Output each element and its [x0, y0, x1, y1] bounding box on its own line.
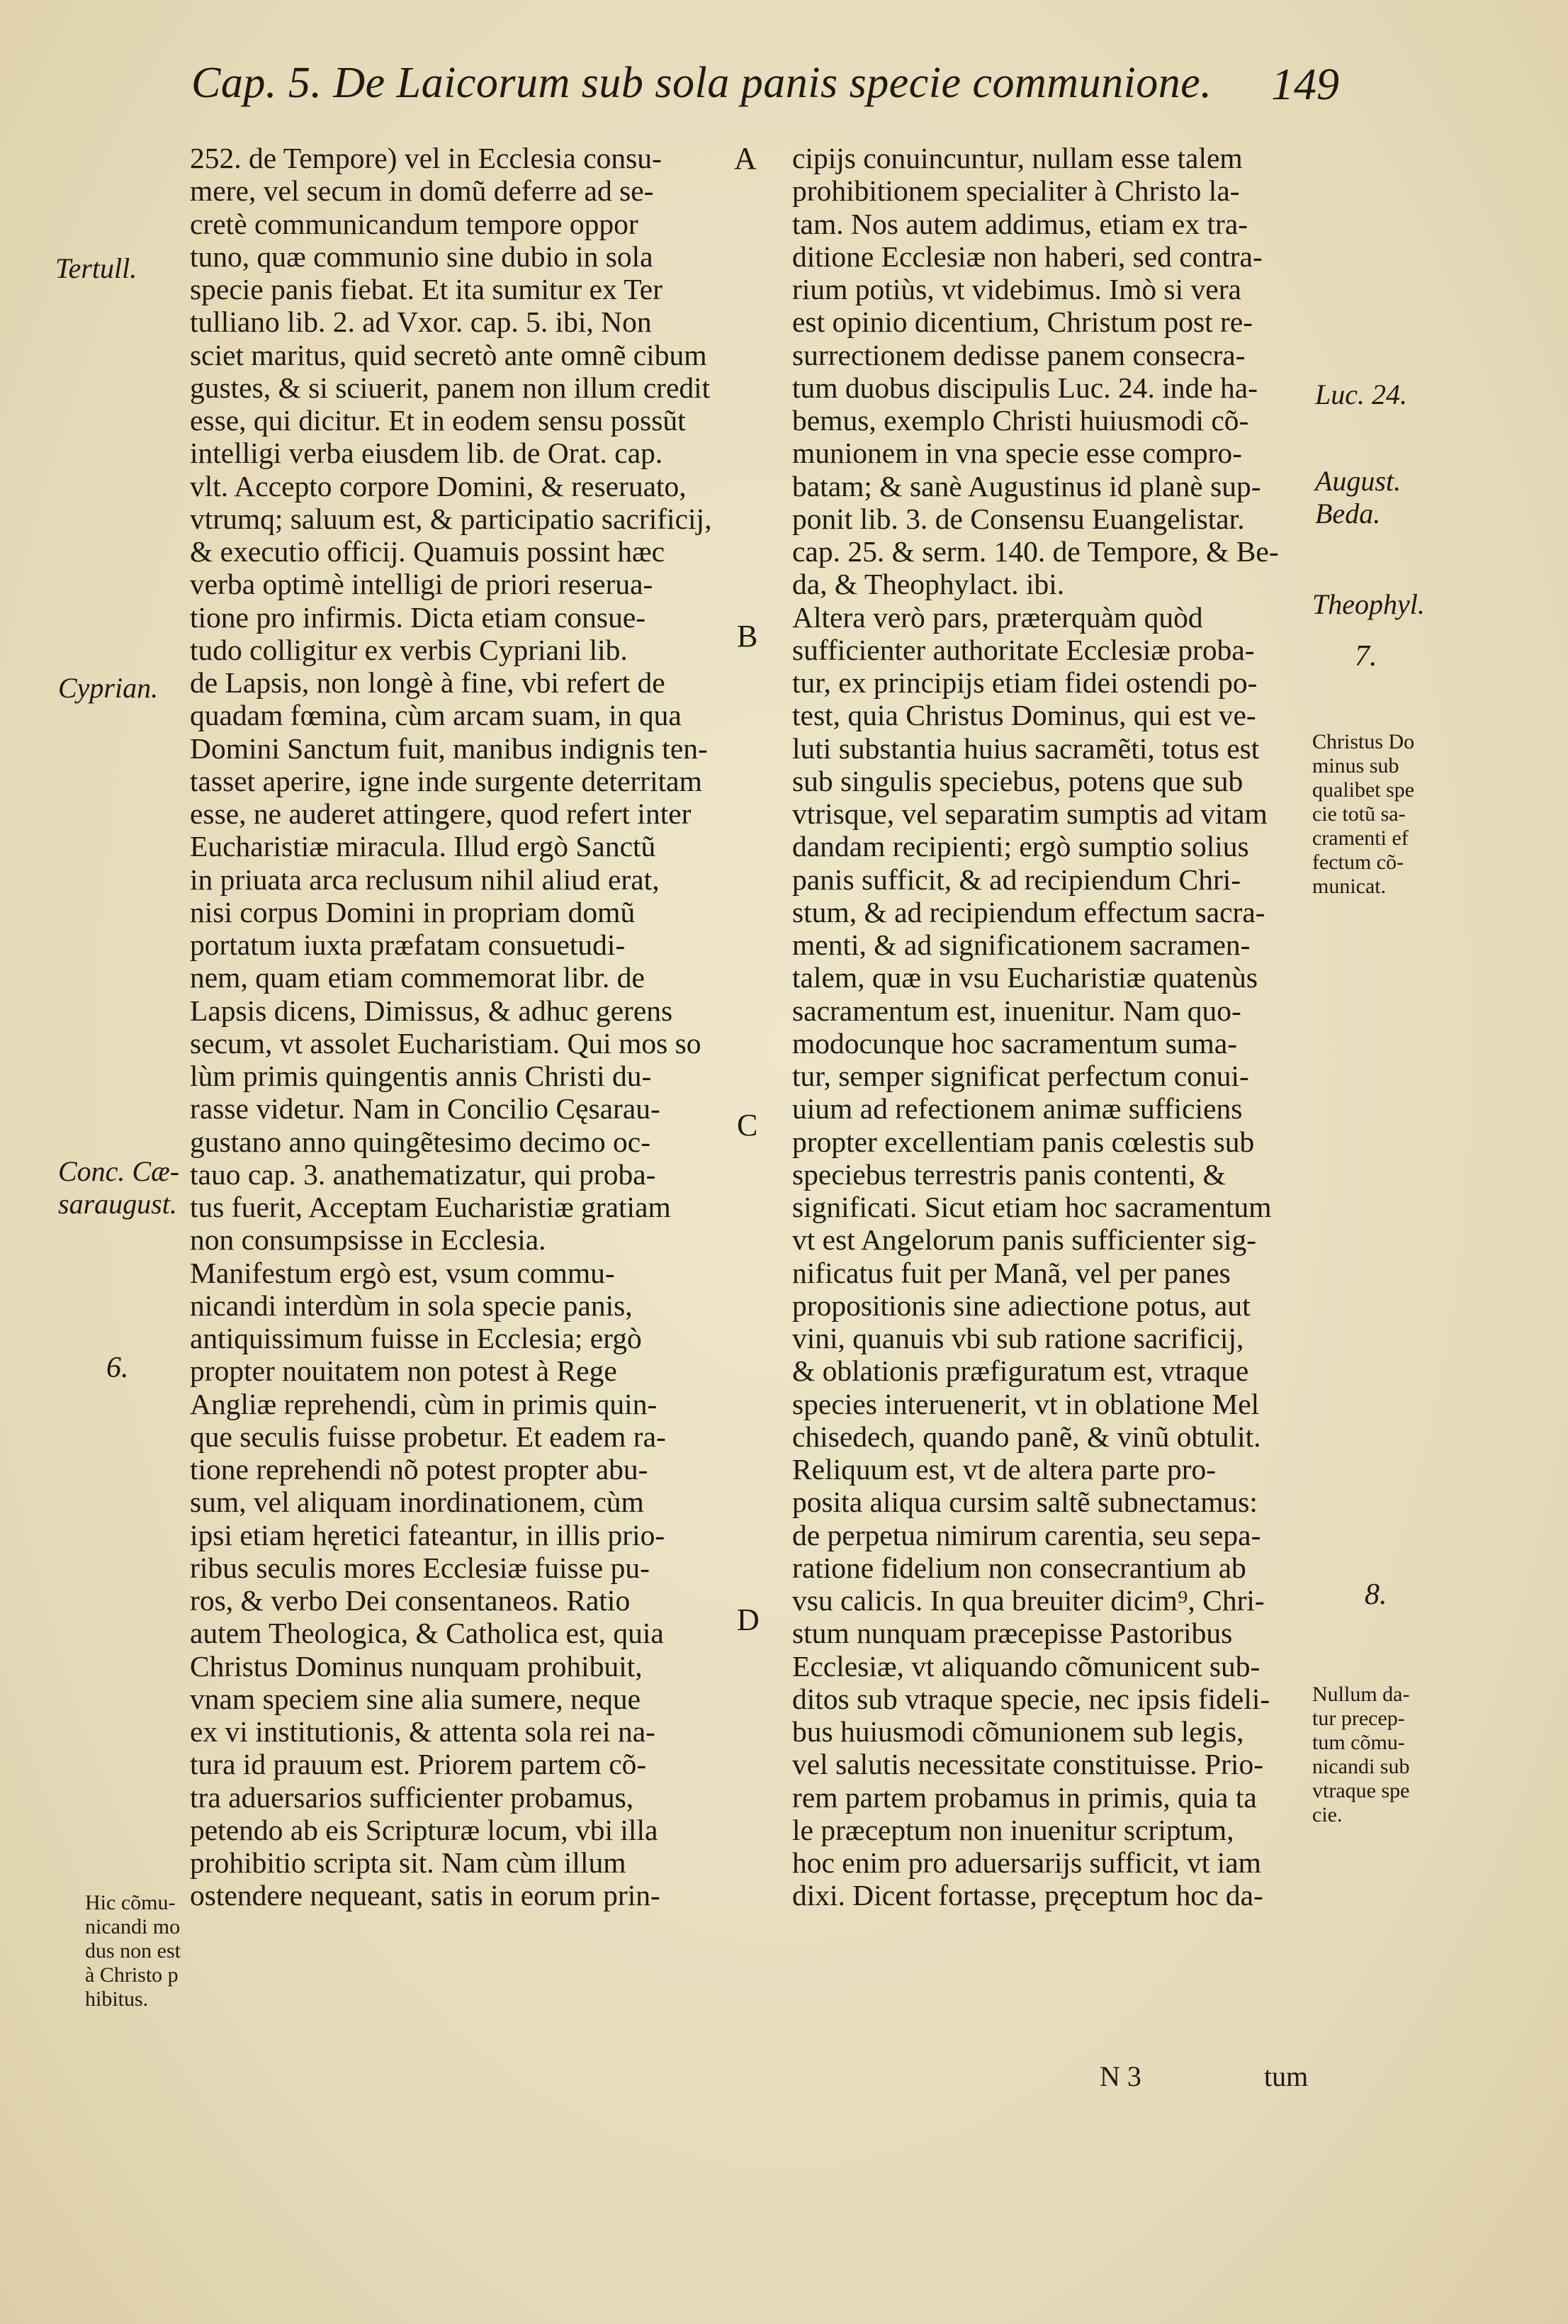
margin-ref-council: Conc. Cæ- saraugust.: [58, 1155, 180, 1220]
right-column-line: Ecclesiæ, vt aliquando cõmunicent sub-: [792, 1649, 1260, 1683]
left-column-line: portatum iuxta præfatam consuetudi-: [190, 928, 626, 961]
right-column-line: bemus, exemplo Christi huiusmodi cõ-: [792, 404, 1249, 437]
right-column-line: de perpetua nimirum carentia, seu sepa-: [792, 1518, 1261, 1551]
left-column-line: specie panis fiebat. Et ita sumitur ex Ter: [190, 273, 663, 305]
left-column-line: gustes, & si sciuerit, panem non illum credit: [190, 371, 711, 404]
right-column-line: vtrisque, vel separatim sumptis ad vitam: [792, 797, 1268, 830]
left-column-line: vtrumq; saluum est, & participatio sacrificij,: [190, 502, 712, 535]
right-column-line: test, quia Christus Dominus, qui est ve-: [792, 699, 1256, 732]
right-column-line: rem partem probamus in primis, quia ta: [792, 1780, 1257, 1814]
section-number-6: 6.: [106, 1352, 129, 1384]
right-column-line: hoc enim pro aduersarijs sufficit, vt iam: [792, 1846, 1261, 1879]
catchword: tum: [1264, 2060, 1309, 2092]
left-text-column: [190, 142, 723, 1912]
margin-ref-augustine: August.: [1315, 465, 1401, 497]
right-column-line: speciebus terrestris panis contenti, &: [792, 1157, 1226, 1191]
left-column-line: lùm primis quingentis annis Christi du-: [190, 1060, 652, 1092]
right-column-line: propositionis sine adiectione potus, aut: [792, 1289, 1251, 1322]
left-column-line: sciet maritus, quid secretò ante omnẽ cibum: [190, 338, 707, 371]
left-column-line: & executio officij. Quamuis possint hæc: [190, 535, 665, 568]
left-column-line: nicandi interdùm in sola specie panis,: [190, 1289, 633, 1322]
left-column-line: Angliæ reprehendi, cùm in primis quin-: [190, 1387, 658, 1420]
left-column-line: in priuata arca reclusum nihil aliud erat,: [190, 863, 660, 896]
right-column-line: species interuenerit, vt in oblatione Mel: [792, 1387, 1260, 1420]
section-number-8: 8.: [1365, 1578, 1387, 1611]
right-column-line: le præceptum non inuenitur scriptum,: [792, 1813, 1234, 1846]
right-column-line: rium potiùs, vt videbimus. Imò si vera: [792, 273, 1241, 305]
left-column-line: nem, quam etiam commemorat libr. de: [190, 961, 645, 994]
right-column-line: menti, & ad significationem sacramen-: [792, 928, 1251, 961]
left-column-line: verba optimè intelligi de priori reserua-: [190, 568, 653, 601]
running-title: Cap. 5. De Laicorum sub sola panis specie communione.: [191, 59, 1212, 107]
right-column-line: surrectionem dedisse panem consecra-: [792, 338, 1246, 371]
right-column-line: est opinio dicentium, Christum post re-: [792, 305, 1253, 339]
right-column-line: ditos sub vtraque specie, nec ipsis fideli-: [792, 1682, 1270, 1715]
right-column-line: panis sufficit, & ad recipiendum Chri-: [792, 863, 1241, 896]
left-column-line: tione reprehendi nõ potest propter abu-: [190, 1453, 648, 1486]
right-column-line: modocunque hoc sacramentum suma-: [792, 1026, 1238, 1060]
left-column-line: vlt. Accepto corpore Domini, & reseruato,: [190, 469, 687, 503]
left-column-line: sum, vel aliquam inordinationem, cùm: [190, 1486, 644, 1519]
right-column-line: prohibitionem specialiter à Christo la-: [792, 174, 1240, 208]
left-column-line: tudo colligitur ex verbis Cypriani lib.: [190, 633, 628, 666]
right-text-column: [792, 142, 1318, 1912]
section-letter-d: D: [737, 1602, 760, 1637]
right-column-line: posita aliqua cursim saltẽ subnectamus:: [792, 1486, 1258, 1519]
signature-mark: N 3: [1100, 2060, 1141, 2092]
left-column-line: vnam speciem sine alia sumere, neque: [190, 1682, 641, 1715]
left-column-line: antiquissimum fuisse in Ecclesia; ergò: [190, 1322, 642, 1354]
left-column-line: non consumpsisse in Ecclesia.: [190, 1223, 546, 1257]
left-column-line: gustano anno quingẽtesimo decimo oc-: [190, 1125, 651, 1158]
right-column-line: Reliquum est, vt de altera parte pro-: [792, 1453, 1217, 1486]
section-letter-b: B: [737, 619, 758, 653]
margin-note-right-8: Nullum da- tur precep- tum cõmu- nicandi sub vtraque spe cie.: [1312, 1683, 1410, 1826]
right-column-line: vini, quanuis vbi sub ratione sacrificij,: [792, 1322, 1244, 1354]
left-column-line: Lapsis dicens, Dimissus, & adhuc gerens: [190, 994, 673, 1027]
left-column-line: tasset aperire, igne inde surgente deterritam: [190, 764, 702, 797]
left-column-line: cretè communicandum tempore oppor: [190, 207, 638, 240]
left-column-line: intelligi verba eiusdem lib. de Orat. cap.: [190, 437, 663, 470]
left-column-line: Christus Dominus nunquam prohibuit,: [190, 1649, 643, 1683]
left-column-line: tura id prauum est. Priorem partem cõ-: [190, 1748, 647, 1781]
right-column-line: ratione fidelium non consecrantium ab: [792, 1551, 1246, 1584]
margin-note-left: Hic cõmu- nicandi mo dus non est à Christo p hibitus.: [85, 1891, 181, 2011]
left-column-line: ipsi etiam hęretici fateantur, in illis prio-: [190, 1518, 665, 1551]
right-column-line: da, & Theophylact. ibi.: [792, 568, 1065, 601]
right-column-line: stum nunquam præcepisse Pastoribus: [792, 1617, 1233, 1650]
right-column-line: propter excellentiam panis cœlestis sub: [792, 1125, 1255, 1158]
right-column-line: & oblationis præfiguratum est, vtraque: [792, 1354, 1249, 1388]
left-column-line: Domini Sanctum fuit, manibus indignis ten-: [190, 731, 708, 765]
left-column-line: esse, qui dicitur. Et in eodem sensu possũt: [190, 404, 686, 437]
right-column-line: talem, quæ in vsu Eucharistiæ quatenùs: [792, 961, 1258, 994]
section-number-7: 7.: [1355, 640, 1377, 673]
left-column-line: quadam fœmina, cùm arcam suam, in qua: [190, 699, 682, 732]
right-column-line: sub singulis speciebus, potens que sub: [792, 764, 1243, 797]
right-column-line: vsu calicis. In qua breuiter dicim⁹, Chri-: [792, 1584, 1265, 1617]
left-column-line: tuno, quæ communio sine dubio in sola: [190, 240, 653, 273]
right-column-line: bus huiusmodi cõmunionem sub legis,: [792, 1715, 1244, 1748]
left-column-line: mere, vel secum in domũ deferre ad se-: [190, 174, 654, 208]
left-column-line: 252. de Tempore) vel in Ecclesia consu-: [190, 142, 662, 174]
right-column-line: nificatus fuit per Manã, vel per panes: [792, 1256, 1231, 1289]
margin-ref-bede: Beda.: [1315, 498, 1381, 529]
left-column-line: petendo ab eis Scripturæ locum, vbi illa: [190, 1813, 658, 1846]
right-column-line: significati. Sicut etiam hoc sacramentum: [792, 1191, 1272, 1223]
margin-ref-tertullian: Tertull.: [55, 252, 137, 284]
right-column-line: dandam recipienti; ergò sumptio solius: [792, 830, 1249, 863]
left-column-line: nisi corpus Domini in propriam domũ: [190, 895, 636, 928]
right-column-line: tum duobus discipulis Luc. 24. inde ha-: [792, 371, 1258, 404]
right-column-line: tam. Nos autem addimus, etiam ex tra-: [792, 207, 1248, 240]
right-column-line: tur, ex principijs etiam fidei ostendi po-: [792, 666, 1258, 699]
page-header: [191, 58, 1339, 115]
left-column-line: Manifestum ergò est, vsum commu-: [190, 1256, 615, 1289]
right-column-line: Altera verò pars, præterquàm quòd: [792, 600, 1203, 634]
left-column-line: de Lapsis, non longè à fine, vbi refert de: [190, 666, 665, 699]
section-letter-c: C: [737, 1108, 758, 1143]
right-column-line: tur, semper significat perfectum conui-: [792, 1060, 1249, 1092]
left-column-line: autem Theologica, & Catholica est, quia: [190, 1617, 664, 1650]
margin-note-right-7: Christus Do minus sub qualibet spe cie totũ sa- cramenti ef fectum cõ- municat.: [1312, 730, 1415, 898]
right-column-line: cipijs conuincuntur, nullam esse talem: [792, 142, 1243, 174]
folio-number: 149: [1271, 59, 1339, 109]
right-column-line: batam; & sanè Augustinus id planè sup-: [792, 469, 1261, 503]
left-column-line: secum, vt assolet Eucharistiam. Qui mos so: [190, 1026, 701, 1060]
margin-ref-theophylact: Theophyl.: [1312, 588, 1425, 620]
right-column-line: cap. 25. & serm. 140. de Tempore, & Be-: [792, 535, 1279, 568]
right-column-line: luti substantia huius sacramẽti, totus est: [792, 731, 1260, 765]
left-column-line: esse, ne auderet attingere, quod refert inter: [190, 797, 692, 830]
left-column-line: tulliano lib. 2. ad Vxor. cap. 5. ibi, Non: [190, 305, 652, 339]
right-column-line: ponit lib. 3. de Consensu Euangelistar.: [792, 502, 1245, 535]
left-column-line: propter nouitatem non potest à Rege: [190, 1354, 617, 1388]
left-column-line: ribus seculis mores Ecclesiæ fuisse pu-: [190, 1551, 650, 1584]
right-column-line: sufficienter authoritate Ecclesiæ proba-: [792, 633, 1255, 666]
right-column-line: uium ad refectionem animæ sufficiens: [792, 1092, 1243, 1125]
right-column-line: munionem in vna specie esse compro-: [792, 437, 1243, 470]
left-column-line: prohibitio scripta sit. Nam cùm illum: [190, 1846, 626, 1879]
left-column-line: tione pro infirmis. Dicta etiam consue-: [190, 600, 646, 634]
left-column-line: tus fuerit, Acceptam Eucharistiæ gratiam: [190, 1191, 671, 1223]
left-column-line: ostendere nequeant, satis in eorum prin-: [190, 1879, 660, 1912]
section-letter-a: A: [734, 141, 757, 176]
left-column-line: ros, & verbo Dei consentaneos. Ratio: [190, 1584, 631, 1617]
left-column-line: tra aduersarios sufficienter probamus,: [190, 1780, 634, 1814]
right-column-line: vt est Angelorum panis sufficienter sig-: [792, 1223, 1257, 1257]
right-column-line: dixi. Dicent fortasse, pręceptum hoc da-: [792, 1879, 1263, 1912]
margin-ref-luke: Luc. 24.: [1315, 378, 1407, 410]
right-column-line: stum, & ad recipiendum effectum sacra-: [792, 895, 1265, 928]
right-column-line: ditione Ecclesiæ non haberi, sed contra-: [792, 240, 1263, 273]
left-column-line: Eucharistiæ miracula. Illud ergò Sanctũ: [190, 830, 656, 863]
right-column-line: sacramentum est, inuenitur. Nam quo-: [792, 994, 1241, 1027]
left-column-line: ex vi institutionis, & attenta sola rei na-: [190, 1715, 655, 1748]
right-column-line: vel salutis necessitate constituisse. Prio-: [792, 1748, 1264, 1781]
left-column-line: rasse videtur. Nam in Concilio Cęsarau-: [190, 1092, 660, 1125]
margin-ref-cyprian: Cyprian.: [58, 672, 159, 704]
left-column-line: que seculis fuisse probetur. Et eadem ra-: [190, 1420, 666, 1453]
left-column-line: tauo cap. 3. anathematizatur, qui proba-: [190, 1157, 656, 1191]
right-column-line: chisedech, quando panẽ, & vinũ obtulit.: [792, 1420, 1261, 1453]
